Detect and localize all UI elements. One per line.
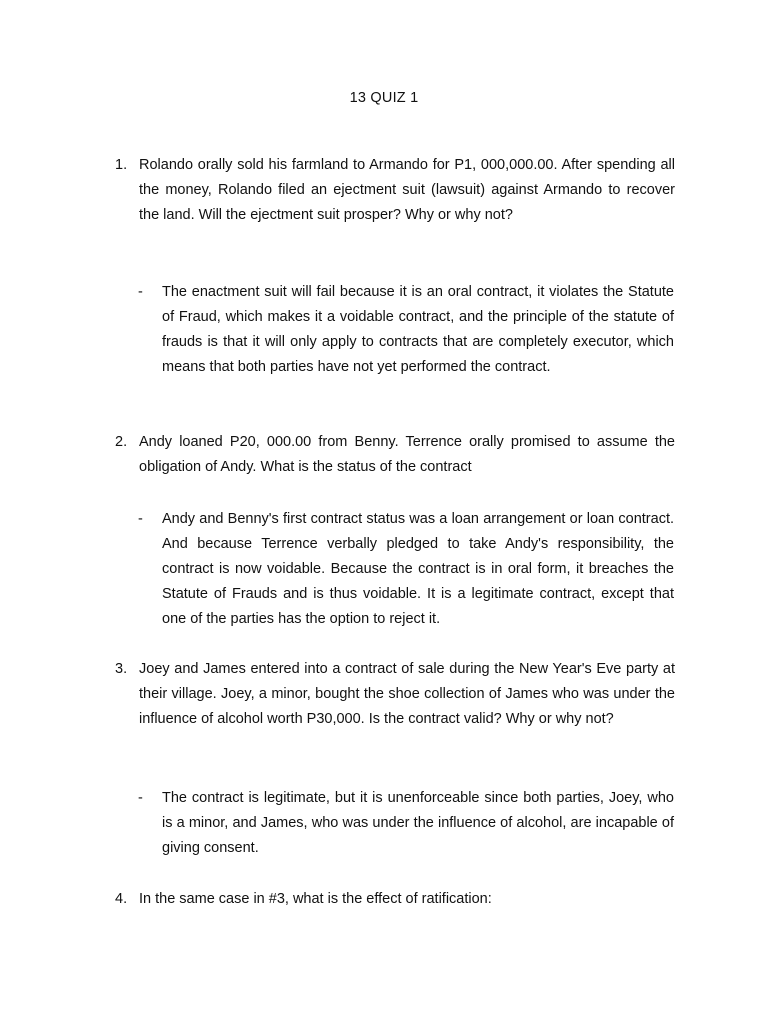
question-text: Andy loaned P20, 000.00 from Benny. Terrence orally promised to assume the obligation of Andy. What is the status of the contract [139,434,675,475]
answer-1 [138,280,676,380]
question-2 [115,430,675,480]
question-1 [115,153,675,228]
answer-bullet: - [138,790,143,806]
answer-bullet: - [138,511,143,527]
question-text: Joey and James entered into a contract of sale during the New Year's Eve party at their village. Joey, a minor, bought the shoe collection of James who was under the influence of alcohol worth P30,000. Is the contract valid? Why or why not? [139,661,675,727]
question-3 [115,657,675,732]
answer-2 [138,507,676,632]
answer-3 [138,786,676,861]
question-text: In the same case in #3, what is the effect of ratification: [139,891,492,907]
question-number: 3. [115,661,128,677]
answer-bullet: - [138,284,143,300]
page-title: 13 QUIZ 1 [349,90,419,106]
answer-text: The contract is legitimate, but it is unenforceable since both parties, Joey, who is a minor, and James, who was under the influence of alcohol, are incapable of giving consent. [162,790,674,856]
question-number: 2. [115,434,128,450]
answer-text: The enactment suit will fail because it is an oral contract, it violates the Statute of Fraud, which makes it a voidable contract, and the principle of the statute of frauds is that it will only apply to contracts that are completely executor, which means that both parties have not yet performed the contract. [162,284,674,375]
question-number: 4. [115,891,128,907]
question-4 [115,887,675,912]
answer-text: Andy and Benny's first contract status was a loan arrangement or loan contract. And because Terrence verbally pledged to take Andy's responsibility, the contract is now voidable. Because the contract is in oral form, it breaches the Statute of Frauds and is thus voidable. It is a legitimate contract, except that one of the parties has the option to reject it. [162,511,674,627]
question-text: Rolando orally sold his farmland to Armando for P1, 000,000.00. After spending all the money, Rolando filed an ejectment suit (lawsuit) against Armando to recover the land. Will the ejectment suit prosper? Why or why not? [139,157,675,223]
question-number: 1. [115,157,128,173]
